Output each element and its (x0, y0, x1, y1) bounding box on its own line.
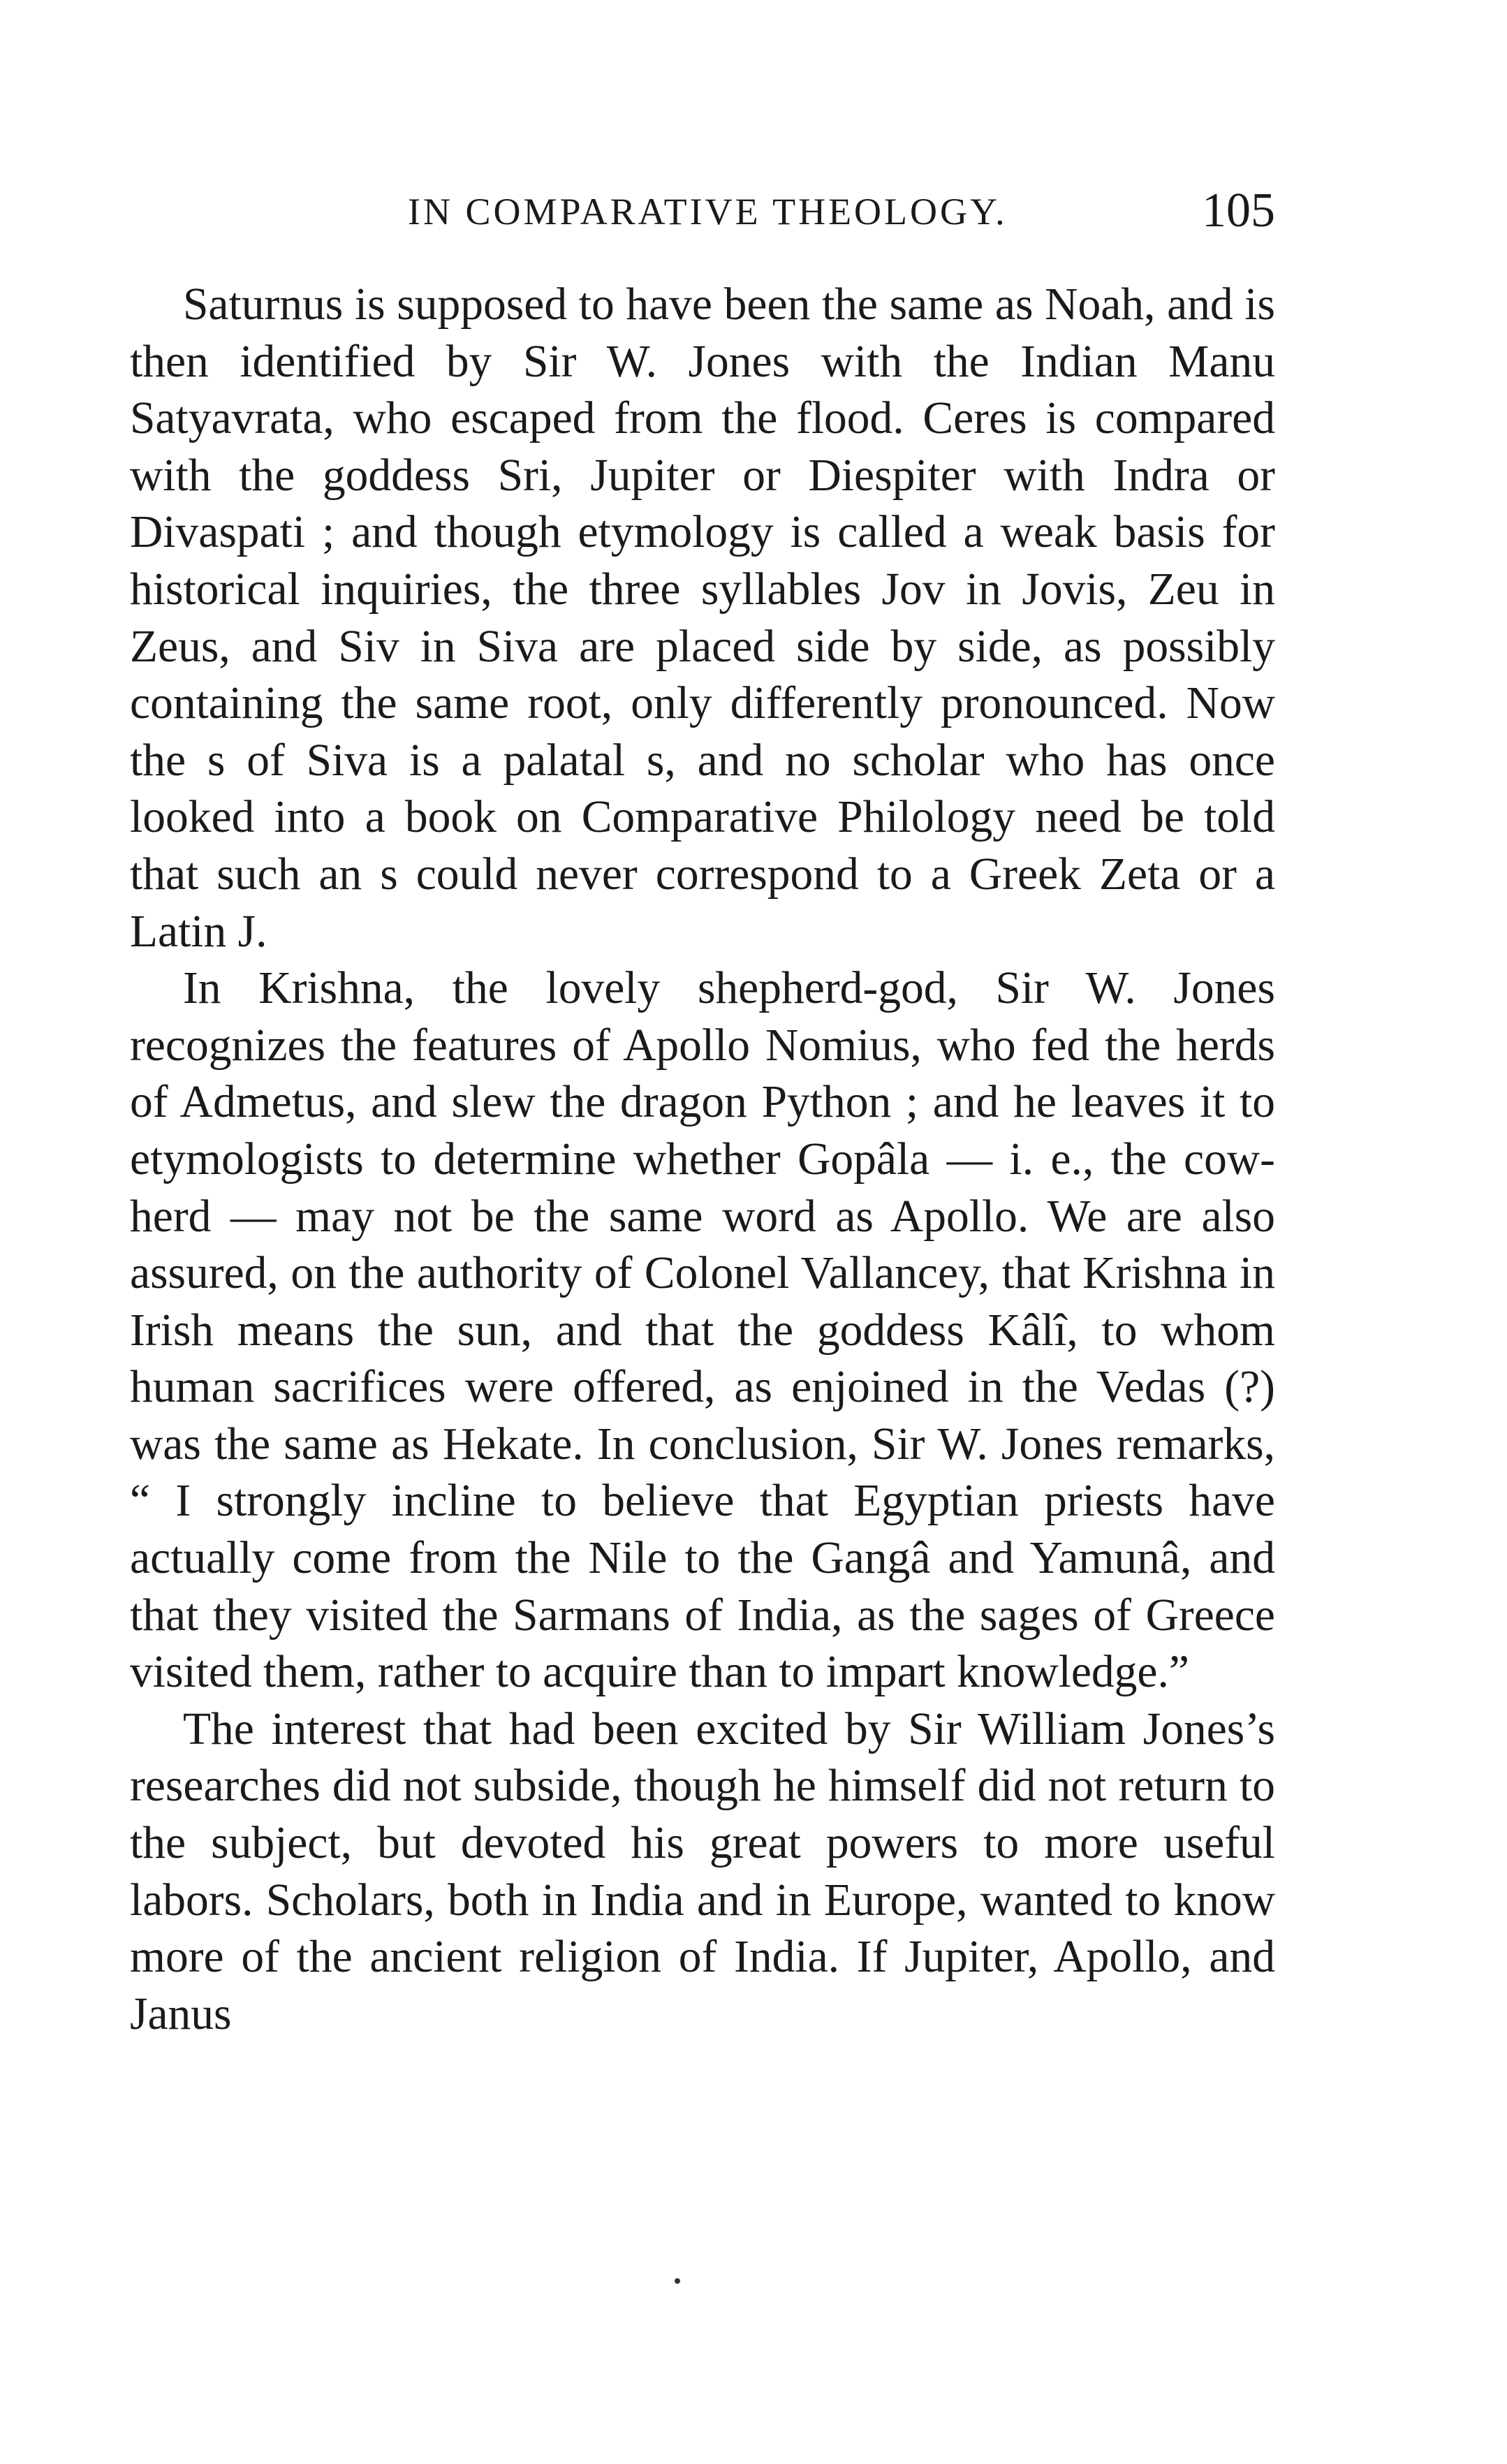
paragraph-2: In Krishna, the lovely shepherd-god, Sir W. Jones recognizes the features of Apollo Nomius, who fed the herds of Admetus, and slew the dragon Python ; and he leaves it to etymologists to determine whether Gopâla — i. e., the cow-herd — may not be the same word as Apollo. We are also assured, on the authority of Colonel Vallancey, that Krishna in Irish means the sun, and that the goddess Kâlî, to whom human sacrifices were offered, as enjoined in the Vedas (?) was the same as Hekate. In conclusion, Sir W. Jones remarks, “ I strongly incline to believe that Egyptian priests have actually come from the Nile to the Gangâ and Yamunâ, and that they visited the Sarmans of India, as the sages of Greece visited them, rather to acquire than to impart knowledge.” (130, 963, 1275, 1698)
running-title: IN COMPARATIVE THEOLOGY. (408, 191, 1008, 233)
running-head (130, 183, 1275, 239)
page-number: 105 (1202, 184, 1275, 237)
body-text (130, 277, 1275, 2043)
paragraph-1: Saturnus is supposed to have been the same as Noah, and is then identified by Sir W. Jones with the Indian Manu Satyavrata, who escaped from the flood. Ceres is compared with the goddess Sri, Jupiter or Diespiter with Indra or Divaspati ; and though etymology is called a weak basis for historical inquiries, the three syllables Jov in Jovis, Zeu in Zeus, and Siv in Siva are placed side by side, as possibly containing the same root, only differently pronounced. Now the s of Siva is a palatal s, and no scholar who has once looked into a book on Comparative Philology need be told that such an s could never correspond to a Greek Zeta or a Latin J. (130, 279, 1275, 957)
paragraph-3: The interest that had been excited by Sir William Jones’s researches did not subside, though he himself did not return to the subject, but devoted his great powers to more useful labors. Scholars, both in India and in Europe, wanted to know more of the ancient religion of India. If Jupiter, Apollo, and Janus (130, 1703, 1275, 2039)
print-speck (675, 2278, 680, 2284)
